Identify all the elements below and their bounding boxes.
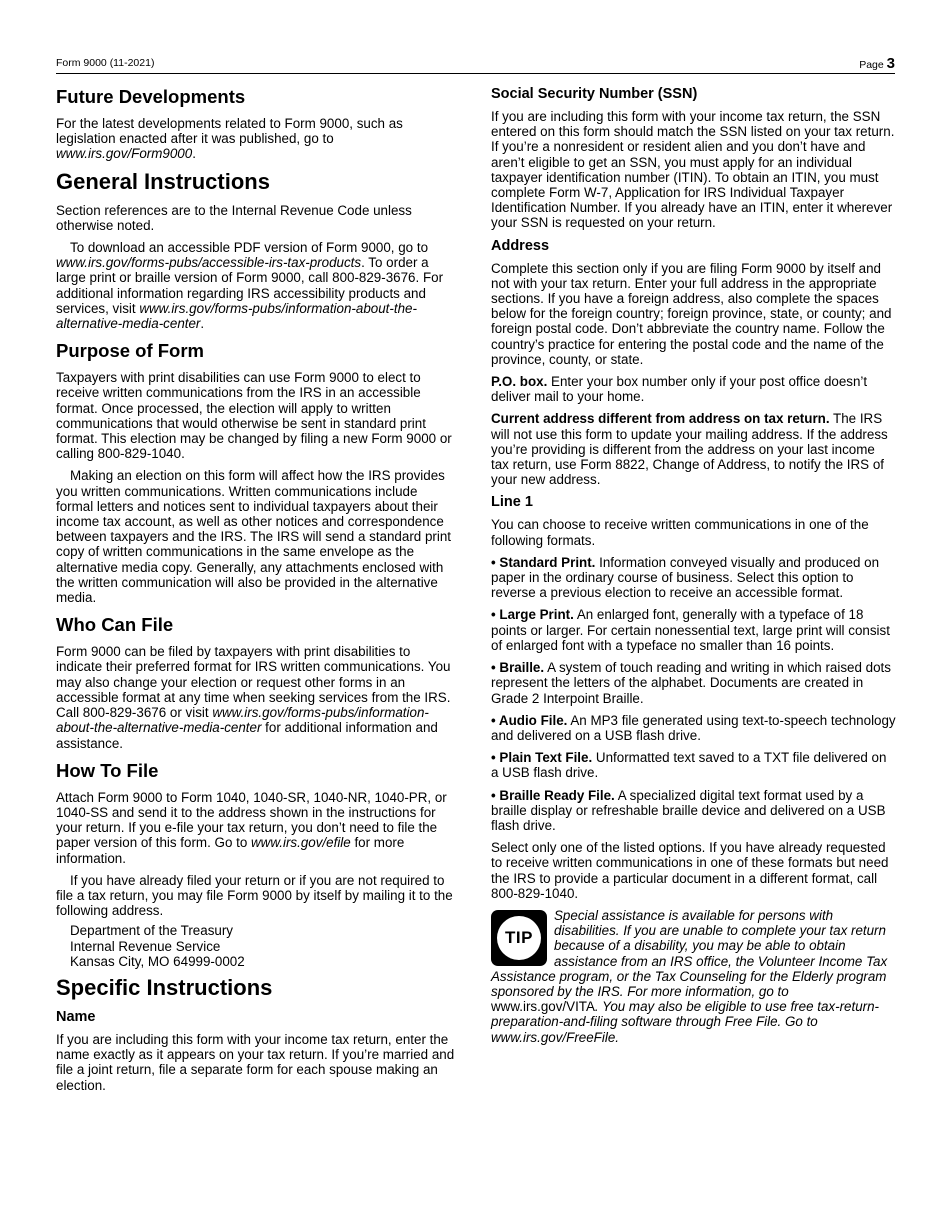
who-can-file-heading: Who Can File <box>56 614 174 636</box>
left-column <box>56 86 458 1100</box>
how-to-file-p1: Attach Form 9000 to Form 1040, 1040-SR, 1040-NR, 1040-PR, or 1040-SS and send it to the address shown in the instructions for your return. If you e-file your tax return, you don’t need to file the paper version of this form. Go to www.irs.gov/efile for more information. <box>56 789 447 866</box>
general-instructions-p2: To download an accessible PDF version of Form 9000, go to www.irs.gov/forms-pubs/accessible-irs-tax-products. To order a large print or braille version of Form 9000, call 800-829-3676. For additional information regarding IRS accessibility products and services, visit www.irs.gov/forms-pubs/information-about-the-alternative-media-center. <box>56 240 444 332</box>
format-item: • Large Print. An enlarged font, generally with a typeface of 18 points or larger. For certain nonessential text, large print will consist of enlarged font with a typeface no smaller than 16 points. <box>491 607 890 653</box>
format-item: • Plain Text File. Unformatted text saved to a TXT file delivered on a USB flash drive. <box>491 750 887 781</box>
vita-link[interactable]: www.irs.gov/VITA <box>491 999 595 1015</box>
pobox-text: P.O. box. Enter your box number only if your post office doesn’t deliver mail to your home. <box>491 374 868 405</box>
alt-media-center-link-2[interactable]: www.irs.gov/forms-pubs/information-about-the-alternative-media-center <box>56 705 429 736</box>
future-developments-text: For the latest developments related to Form 9000, such as legislation enacted after it was published, go to www.irs.gov/Form9000. <box>56 116 403 162</box>
future-developments-heading: Future Developments <box>56 86 246 107</box>
format-item: • Braille Ready File. A specialized digital text format used by a braille display or refreshable braille device and delivered on a USB flash drive. <box>491 787 886 833</box>
format-item: • Standard Print. Information conveyed visually and produced on paper in the ordinary course of business. Select this option to reverse a previous election to receive an accessible format. <box>491 554 880 601</box>
tip-text: Special assistance is available for persons with disabilities. If you are unable to complete your tax return because of a disability, you may be able to obtain assistance from an IRS office, the Volunteer Income Tax Assistance program, or the Tax Counseling for the Elderly program sponsored by the IRS. For more information, go to www.irs.gov/VITA. You may also be eligible to use free tax-return-preparation-and-filing software through Free File. Go to www.irs.gov/FreeFile. <box>491 907 888 1045</box>
purpose-heading: Purpose of Form <box>56 340 205 362</box>
address-line-2: Internal Revenue Service <box>70 938 221 954</box>
ssn-heading: Social Security Number (SSN) <box>491 86 698 102</box>
ssn-text: If you are including this form with your income tax return, the SSN entered on this form should match the SSN listed on your tax return. If you’re a nonresident or resident alien and you don’t have and aren’t eligible to get an SSN, you must apply for an individual taxpayer identification number (ITIN). To obtain an ITIN, you must complete Form W-7, Application for IRS Individual Taxpayer Identification Number. If you already have an ITIN, enter it wherever your SSN is requested on your return. <box>491 109 895 231</box>
address-text: Complete this section only if you are filing Form 9000 by itself and not with your tax return. Enter your full address in the appropriate sections. If you have a foreign address, also complete the spaces below for the foreign country; foreign province, state, or county; and foreign postal code. Don’t abbreviate the country name. Follow the country’s practice for entering the postal code and the name of the province, county, or state. <box>491 260 892 367</box>
address-line-1: Department of the Treasury <box>70 923 233 939</box>
efile-link[interactable]: www.irs.gov/efile <box>251 835 351 851</box>
form9000-link[interactable]: www.irs.gov/Form9000 <box>56 146 193 162</box>
who-can-file-text: Form 9000 can be filed by taxpayers with print disabilities to indicate their preferred format for IRS written communications. You may also change your election or request other forms in an accessible format at any time when seeking services from the IRS. Call 800-829-3676 or visit www.irs.gov/forms-pubs/information-about-the-alternative-media-center for additional information and assistance. <box>56 644 451 751</box>
tip-icon <box>491 910 547 966</box>
tip-box <box>491 908 896 1045</box>
general-instructions-p1: Section references are to the Internal Revenue Code unless otherwise noted. <box>56 202 412 233</box>
current-address-text: Current address different from address on tax return. The IRS will not use this form to update your mailing address. If the address you’re providing is different from the address on your last income tax return, use Form 8822, Change of Address, to notify the IRS of your new address. <box>491 411 888 488</box>
line1-intro: You can choose to receive written communications in one of the following formats. <box>491 517 869 548</box>
page-number: 3 <box>886 55 895 72</box>
format-item: • Braille. A system of touch reading and writing in which raised dots represent the letters of the alphabet. Documents are created in Grade 2 Interpoint Braille. <box>491 660 891 706</box>
general-instructions-heading: General Instructions <box>56 168 270 194</box>
accessible-products-link[interactable]: www.irs.gov/forms-pubs/accessible-irs-tax-products <box>56 255 362 271</box>
line1-heading: Line 1 <box>491 494 533 511</box>
alt-media-center-link[interactable]: www.irs.gov/forms-pubs/information-about-the-alternative-media-center <box>56 300 417 332</box>
page-indicator <box>859 55 895 72</box>
page-header <box>56 55 895 74</box>
name-heading: Name <box>56 1008 96 1025</box>
purpose-p2: Making an election on this form will affect how the IRS provides you written communications. Written communications include formal letters and notices sent to individual taxpayers about their income tax account, as well as other notices and correspondence between taxpayers and the IRS. The IRS will send a standard print copy of written communications in the same envelope as the alternative media copy. Generally, any attachments enclosed with the written communication will also be provided in the alternative media. <box>56 468 451 606</box>
address-heading: Address <box>491 237 550 254</box>
specific-instructions-heading: Specific Instructions <box>56 974 273 1000</box>
address-line-3: Kansas City, MO 64999-0002 <box>70 953 245 969</box>
freefile-link[interactable]: www.irs.gov/FreeFile <box>491 1029 616 1045</box>
format-item: • Audio File. An MP3 file generated using text-to-speech technology and delivered on a USB flash drive. <box>491 712 896 743</box>
how-to-file-heading: How To File <box>56 759 159 781</box>
name-text: If you are including this form with your income tax return, enter the name exactly as it appears on your tax return. If you’re married and file a joint return, file a separate form for each spouse making an election. <box>56 1031 455 1093</box>
how-to-file-p2: If you have already filed your return or if you are not required to file a tax return, you may file Form 9000 by itself by mailing it to the following address. <box>56 872 453 919</box>
purpose-p1: Taxpayers with print disabilities can use Form 9000 to elect to receive written communications from the IRS in an accessible format. Once processed, the election will apply to written communications that would otherwise be sent in standard print format. This election may be changed by filing a new Form 9000 or calling 800-829-1040. <box>56 370 452 462</box>
tip-icon-label: TIP <box>497 916 541 960</box>
mailing-address <box>70 923 458 969</box>
form-id: Form 9000 (11-2021) <box>56 57 155 69</box>
page-label: Page <box>859 59 884 71</box>
right-column <box>491 86 896 1045</box>
select-one-text: Select only one of the listed options. If you have already requested to receive written communications in one of these formats but need the IRS to provide a particular document in a different format, call 800-829-1040. <box>491 840 889 901</box>
